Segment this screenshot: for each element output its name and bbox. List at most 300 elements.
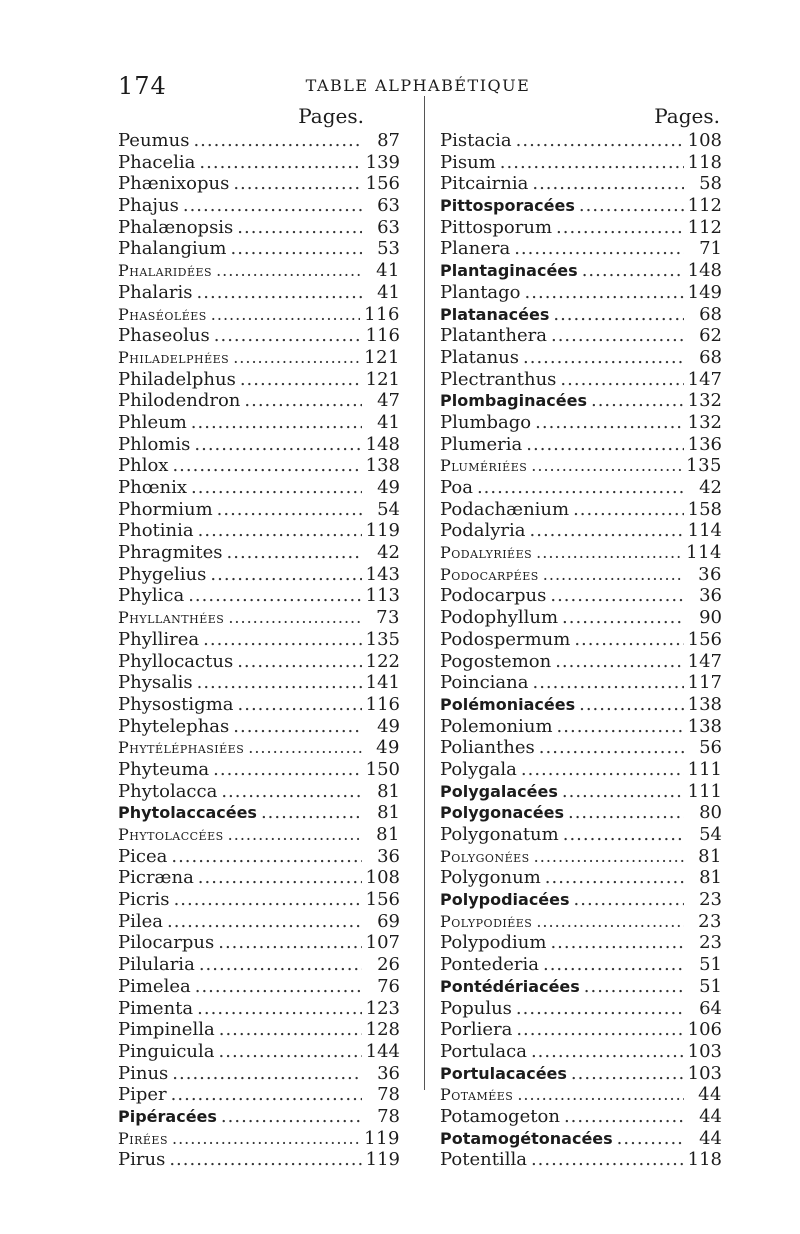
dot-leader bbox=[210, 564, 361, 586]
entry-page-number: 148 bbox=[687, 260, 722, 282]
index-entry bbox=[118, 1019, 400, 1041]
entry-name: Pinus bbox=[118, 1062, 169, 1084]
dot-leader bbox=[564, 1106, 684, 1128]
entry-name: Phormium bbox=[118, 498, 213, 520]
dot-leader bbox=[571, 1063, 684, 1085]
index-entry bbox=[118, 564, 400, 586]
left-column-heading: Pages. bbox=[298, 104, 364, 128]
entry-page-number: 49 bbox=[376, 737, 400, 759]
entry-page-number: 62 bbox=[699, 325, 722, 347]
entry-name: Platanthera bbox=[440, 325, 547, 347]
entry-page-number: 158 bbox=[687, 498, 722, 520]
dot-leader bbox=[582, 260, 684, 282]
index-entry bbox=[440, 412, 722, 434]
index-entry bbox=[118, 238, 400, 260]
entry-name: Philadelphées bbox=[118, 347, 230, 367]
entry-page-number: 128 bbox=[365, 1019, 400, 1041]
dot-leader bbox=[591, 390, 684, 412]
entry-page-number: 23 bbox=[699, 932, 722, 954]
dot-leader bbox=[228, 607, 362, 629]
entry-page-number: 42 bbox=[699, 477, 722, 498]
page-header bbox=[118, 72, 718, 102]
index-entry bbox=[440, 585, 722, 607]
dot-leader bbox=[556, 217, 684, 239]
dot-leader bbox=[169, 1149, 361, 1171]
entry-page-number: 53 bbox=[377, 238, 400, 260]
index-entry bbox=[440, 499, 722, 521]
dot-leader bbox=[531, 1149, 684, 1171]
entry-name: Philadelphus bbox=[118, 368, 236, 390]
entry-name: Pittosporacées bbox=[440, 196, 575, 216]
entry-name: Phygelius bbox=[118, 563, 207, 585]
index-entry bbox=[118, 607, 400, 629]
entry-name: Polygalacées bbox=[440, 781, 558, 801]
index-entry bbox=[118, 629, 400, 651]
running-title: TABLE ALPHABÉTIQUE bbox=[305, 76, 531, 95]
entry-name: Phœnix bbox=[118, 477, 188, 498]
dot-leader bbox=[199, 954, 362, 976]
index-entry bbox=[440, 716, 722, 738]
dot-leader bbox=[261, 802, 362, 824]
entry-name: Picris bbox=[118, 889, 170, 911]
dot-leader bbox=[560, 369, 683, 391]
entry-page-number: 42 bbox=[377, 542, 400, 564]
dot-leader bbox=[217, 499, 362, 521]
entry-page-number: 119 bbox=[364, 1127, 400, 1149]
index-entry bbox=[440, 737, 722, 759]
index-entry bbox=[440, 238, 722, 260]
entry-page-number: 47 bbox=[377, 390, 400, 412]
entry-name: Phleum bbox=[118, 411, 187, 433]
entry-page-number: 147 bbox=[687, 368, 722, 390]
entry-page-number: 63 bbox=[377, 195, 400, 217]
entry-name: Polemonium bbox=[440, 715, 553, 737]
dot-leader bbox=[531, 1041, 684, 1063]
dot-leader bbox=[550, 932, 684, 954]
index-entry bbox=[118, 542, 400, 564]
dot-leader bbox=[539, 737, 684, 759]
entry-name: Phylica bbox=[118, 585, 185, 607]
index-entry bbox=[440, 130, 722, 152]
entry-name: Piper bbox=[118, 1084, 167, 1106]
index-entry bbox=[118, 1041, 400, 1063]
dot-leader bbox=[500, 152, 684, 174]
entry-name: Phlomis bbox=[118, 433, 191, 455]
entry-page-number: 107 bbox=[365, 932, 400, 954]
dot-leader bbox=[521, 759, 684, 781]
entry-name: Pimpinella bbox=[118, 1019, 215, 1041]
entry-name: Plumeria bbox=[440, 433, 523, 455]
entry-name: Podocarpées bbox=[440, 564, 539, 584]
entry-name: Peumus bbox=[118, 130, 190, 151]
entry-page-number: 138 bbox=[687, 715, 722, 737]
entry-name: Phyllanthées bbox=[118, 608, 225, 628]
entry-page-number: 64 bbox=[699, 997, 722, 1019]
dot-leader bbox=[233, 716, 362, 738]
entry-name: Podachænium bbox=[440, 498, 570, 520]
dot-leader bbox=[573, 499, 684, 521]
index-entry bbox=[118, 1084, 400, 1106]
entry-name: Phytolaccacées bbox=[118, 803, 257, 823]
entry-name: Polianthes bbox=[440, 737, 535, 759]
entry-page-number: 81 bbox=[377, 780, 400, 802]
dot-leader bbox=[526, 434, 683, 456]
entry-page-number: 112 bbox=[687, 216, 722, 238]
index-entry bbox=[440, 694, 722, 716]
index-entry bbox=[118, 217, 400, 239]
index-entry bbox=[118, 369, 400, 391]
entry-name: Pogostemon bbox=[440, 650, 552, 672]
right-entry-list bbox=[440, 130, 722, 1171]
dot-leader bbox=[237, 217, 362, 239]
entry-name: Podophyllum bbox=[440, 607, 559, 629]
dot-leader bbox=[171, 846, 362, 868]
dot-leader bbox=[240, 369, 362, 391]
index-entry bbox=[118, 304, 400, 326]
index-entry bbox=[440, 564, 722, 586]
index-entry bbox=[118, 694, 400, 716]
entry-name: Pinguicula bbox=[118, 1040, 215, 1062]
dot-leader bbox=[617, 1128, 684, 1150]
entry-name: Podalyria bbox=[440, 520, 526, 542]
entry-name: Polygonacées bbox=[440, 803, 564, 823]
entry-page-number: 58 bbox=[699, 173, 722, 195]
dot-leader bbox=[219, 1019, 362, 1041]
entry-page-number: 135 bbox=[365, 628, 400, 650]
entry-name: Polygonatum bbox=[440, 824, 559, 845]
index-entry bbox=[440, 477, 722, 499]
dot-leader bbox=[227, 542, 362, 564]
entry-page-number: 106 bbox=[687, 1019, 722, 1041]
entry-page-number: 114 bbox=[687, 520, 722, 542]
entry-page-number: 69 bbox=[377, 910, 400, 932]
index-entry bbox=[118, 260, 400, 282]
entry-name: Physalis bbox=[118, 672, 193, 694]
entry-name: Phragmites bbox=[118, 542, 223, 564]
index-entry bbox=[118, 932, 400, 954]
dot-leader bbox=[530, 520, 684, 542]
entry-page-number: 51 bbox=[699, 975, 722, 997]
index-entry bbox=[118, 585, 400, 607]
entry-page-number: 54 bbox=[699, 824, 722, 845]
dot-leader bbox=[532, 173, 684, 195]
entry-page-number: 141 bbox=[365, 672, 400, 694]
entry-page-number: 143 bbox=[365, 563, 400, 585]
index-entry bbox=[118, 911, 400, 933]
dot-leader bbox=[551, 325, 684, 347]
entry-name: Pistacia bbox=[440, 130, 512, 151]
entry-name: Phaséolées bbox=[118, 304, 207, 324]
entry-page-number: 149 bbox=[687, 281, 722, 303]
entry-page-number: 81 bbox=[377, 802, 400, 824]
entry-page-number: 44 bbox=[698, 1084, 722, 1106]
entry-name: Potamées bbox=[440, 1085, 514, 1105]
dot-leader bbox=[525, 282, 684, 304]
dot-leader bbox=[237, 651, 361, 673]
index-entry bbox=[440, 217, 722, 239]
index-entry bbox=[118, 1063, 400, 1085]
index-entry bbox=[118, 434, 400, 456]
entry-name: Potamogétonacées bbox=[440, 1128, 613, 1148]
entry-name: Pisum bbox=[440, 151, 496, 173]
index-entry bbox=[118, 173, 400, 195]
dot-leader bbox=[534, 846, 684, 868]
index-entry bbox=[440, 932, 722, 954]
dot-leader bbox=[198, 867, 362, 889]
right-column-heading: Pages. bbox=[654, 104, 720, 128]
entry-name: Phyteuma bbox=[118, 758, 210, 780]
entry-name: Phytelephas bbox=[118, 715, 230, 737]
entry-page-number: 121 bbox=[365, 368, 400, 390]
entry-name: Phænixopus bbox=[118, 173, 230, 195]
entry-name: Phalaridées bbox=[118, 261, 213, 281]
index-entry bbox=[118, 651, 400, 673]
entry-name: Polémoniacées bbox=[440, 694, 576, 714]
entry-page-number: 156 bbox=[365, 173, 400, 195]
dot-leader bbox=[203, 629, 362, 651]
entry-name: Potentilla bbox=[440, 1149, 527, 1171]
index-entry bbox=[440, 325, 722, 347]
entry-page-number: 114 bbox=[686, 542, 722, 564]
index-entry bbox=[118, 130, 400, 152]
dot-leader bbox=[233, 347, 360, 369]
column-divider bbox=[424, 96, 425, 1090]
entry-page-number: 123 bbox=[365, 997, 400, 1019]
index-entry bbox=[440, 629, 722, 651]
dot-leader bbox=[167, 911, 362, 933]
entry-page-number: 36 bbox=[698, 563, 722, 585]
dot-leader bbox=[579, 195, 684, 217]
index-entry bbox=[440, 672, 722, 694]
entry-page-number: 147 bbox=[687, 650, 722, 672]
dot-leader bbox=[514, 238, 684, 260]
entry-page-number: 80 bbox=[699, 802, 722, 824]
index-entry bbox=[118, 672, 400, 694]
entry-name: Phyllirea bbox=[118, 628, 200, 650]
index-entry bbox=[118, 889, 400, 911]
index-entry bbox=[118, 390, 400, 412]
entry-page-number: 138 bbox=[365, 455, 400, 477]
left-column bbox=[118, 104, 400, 1171]
entry-page-number: 112 bbox=[687, 195, 722, 217]
dot-leader bbox=[197, 282, 362, 304]
entry-page-number: 63 bbox=[377, 216, 400, 238]
dot-leader bbox=[238, 694, 362, 716]
index-entry bbox=[118, 477, 400, 499]
index-entry bbox=[440, 759, 722, 781]
entry-page-number: 26 bbox=[377, 954, 400, 976]
entry-name: Plombaginacées bbox=[440, 391, 587, 411]
index-entry bbox=[440, 434, 722, 456]
index-entry bbox=[118, 1128, 400, 1150]
index-entry bbox=[440, 867, 722, 889]
index-entry bbox=[118, 759, 400, 781]
entry-name: Phalænopsis bbox=[118, 216, 234, 238]
dot-leader bbox=[579, 694, 684, 716]
entry-page-number: 23 bbox=[699, 889, 722, 911]
entry-name: Pipéracées bbox=[118, 1106, 217, 1126]
dot-leader bbox=[172, 1128, 360, 1150]
dot-leader bbox=[532, 672, 683, 694]
entry-name: Photinia bbox=[118, 520, 194, 542]
index-entry bbox=[440, 542, 722, 564]
entry-page-number: 78 bbox=[377, 1105, 400, 1127]
index-entry bbox=[440, 369, 722, 391]
index-entry bbox=[118, 282, 400, 304]
entry-name: Pitcairnia bbox=[440, 173, 529, 195]
entry-page-number: 132 bbox=[687, 411, 722, 433]
dot-leader bbox=[197, 672, 362, 694]
entry-name: Phlox bbox=[118, 455, 169, 477]
entry-page-number: 87 bbox=[377, 130, 400, 151]
entry-name: Pilocarpus bbox=[118, 932, 215, 954]
entry-page-number: 36 bbox=[699, 585, 722, 607]
dot-leader bbox=[195, 976, 362, 998]
entry-page-number: 68 bbox=[699, 346, 722, 368]
dot-leader bbox=[193, 130, 362, 152]
entry-page-number: 116 bbox=[365, 693, 400, 715]
index-entry bbox=[118, 152, 400, 174]
entry-name: Polygonées bbox=[440, 846, 530, 866]
entry-page-number: 144 bbox=[365, 1040, 400, 1062]
dot-leader bbox=[516, 1019, 683, 1041]
entry-name: Platanus bbox=[440, 346, 519, 368]
entry-name: Physostigma bbox=[118, 693, 234, 715]
entry-name: Portulacacées bbox=[440, 1063, 567, 1083]
entry-page-number: 119 bbox=[365, 520, 400, 542]
index-entry bbox=[440, 1063, 722, 1085]
entry-name: Portulaca bbox=[440, 1040, 527, 1062]
dot-leader bbox=[191, 412, 362, 434]
entry-name: Phalaris bbox=[118, 281, 193, 303]
entry-page-number: 81 bbox=[699, 867, 722, 889]
index-entry bbox=[440, 520, 722, 542]
dot-leader bbox=[218, 932, 361, 954]
dot-leader bbox=[174, 889, 362, 911]
entry-name: Picea bbox=[118, 845, 168, 867]
dot-leader bbox=[197, 998, 361, 1020]
dot-leader bbox=[553, 304, 684, 326]
dot-leader bbox=[555, 651, 683, 673]
entry-page-number: 23 bbox=[698, 910, 722, 932]
dot-leader bbox=[221, 1106, 362, 1128]
dot-leader bbox=[216, 260, 362, 282]
entry-name: Polypodiacées bbox=[440, 890, 570, 910]
entry-name: Poinciana bbox=[440, 672, 529, 694]
index-entry bbox=[118, 195, 400, 217]
entry-name: Pilea bbox=[118, 910, 164, 932]
index-entry bbox=[118, 499, 400, 521]
entry-name: Plectranthus bbox=[440, 368, 557, 390]
dot-leader bbox=[536, 911, 684, 933]
entry-name: Phytéléphasiées bbox=[118, 738, 245, 758]
entry-name: Platanacées bbox=[440, 304, 550, 324]
index-entry bbox=[440, 390, 722, 412]
index-entry bbox=[440, 802, 722, 824]
index-entry bbox=[440, 1128, 722, 1150]
index-entry bbox=[118, 802, 400, 824]
index-entry bbox=[118, 846, 400, 868]
entry-name: Populus bbox=[440, 997, 512, 1019]
dot-leader bbox=[535, 412, 683, 434]
entry-name: Pontederia bbox=[440, 954, 539, 976]
index-entry bbox=[118, 347, 400, 369]
entry-page-number: 136 bbox=[687, 433, 722, 455]
entry-page-number: 51 bbox=[699, 954, 722, 976]
entry-name: Polygala bbox=[440, 758, 517, 780]
dot-leader bbox=[557, 716, 684, 738]
entry-page-number: 90 bbox=[699, 607, 722, 629]
entry-page-number: 111 bbox=[687, 780, 722, 802]
entry-page-number: 36 bbox=[377, 1062, 400, 1084]
entry-name: Phacelia bbox=[118, 151, 196, 173]
entry-page-number: 76 bbox=[377, 975, 400, 997]
entry-page-number: 49 bbox=[377, 477, 400, 498]
entry-name: Pirées bbox=[118, 1128, 168, 1148]
dot-leader bbox=[574, 629, 683, 651]
entry-name: Pimelea bbox=[118, 975, 191, 997]
index-entry bbox=[440, 347, 722, 369]
index-entry bbox=[118, 998, 400, 1020]
dot-leader bbox=[199, 152, 361, 174]
left-entry-list bbox=[118, 130, 400, 1171]
entry-name: Plantago bbox=[440, 281, 521, 303]
entry-page-number: 78 bbox=[377, 1084, 400, 1106]
dot-leader bbox=[171, 1084, 362, 1106]
dot-leader bbox=[214, 325, 362, 347]
entry-name: Pilularia bbox=[118, 954, 195, 976]
dot-leader bbox=[172, 1063, 362, 1085]
index-entry bbox=[118, 781, 400, 803]
index-entry bbox=[118, 325, 400, 347]
index-entry bbox=[118, 455, 400, 477]
dot-leader bbox=[543, 564, 684, 586]
dot-leader bbox=[543, 954, 684, 976]
index-entry bbox=[440, 911, 722, 933]
index-entry bbox=[440, 282, 722, 304]
page-number: 174 bbox=[118, 72, 167, 100]
entry-name: Pittosporum bbox=[440, 216, 553, 238]
index-entry bbox=[440, 455, 722, 477]
entry-page-number: 111 bbox=[687, 758, 722, 780]
index-entry bbox=[440, 1041, 722, 1063]
dot-leader bbox=[191, 477, 362, 499]
entry-name: Plumbago bbox=[440, 411, 532, 433]
index-entry bbox=[440, 1106, 722, 1128]
entry-name: Phajus bbox=[118, 195, 179, 217]
entry-name: Plantaginacées bbox=[440, 261, 578, 281]
entry-page-number: 116 bbox=[365, 325, 400, 347]
entry-name: Pimenta bbox=[118, 997, 194, 1019]
entry-name: Philodendron bbox=[118, 390, 241, 412]
entry-name: Porliera bbox=[440, 1019, 513, 1041]
entry-name: Potamogeton bbox=[440, 1105, 560, 1127]
dot-leader bbox=[198, 520, 362, 542]
dot-leader bbox=[545, 867, 684, 889]
right-column bbox=[440, 104, 722, 1171]
entry-page-number: 150 bbox=[365, 758, 400, 780]
entry-page-number: 41 bbox=[377, 281, 400, 303]
index-entry bbox=[440, 152, 722, 174]
entry-name: Phytolaccées bbox=[118, 825, 224, 844]
entry-page-number: 113 bbox=[365, 585, 400, 607]
dot-leader bbox=[172, 455, 361, 477]
entry-page-number: 41 bbox=[377, 411, 400, 433]
dot-leader bbox=[550, 585, 684, 607]
entry-page-number: 156 bbox=[365, 889, 400, 911]
dot-leader bbox=[221, 781, 362, 803]
entry-name: Planera bbox=[440, 238, 511, 260]
